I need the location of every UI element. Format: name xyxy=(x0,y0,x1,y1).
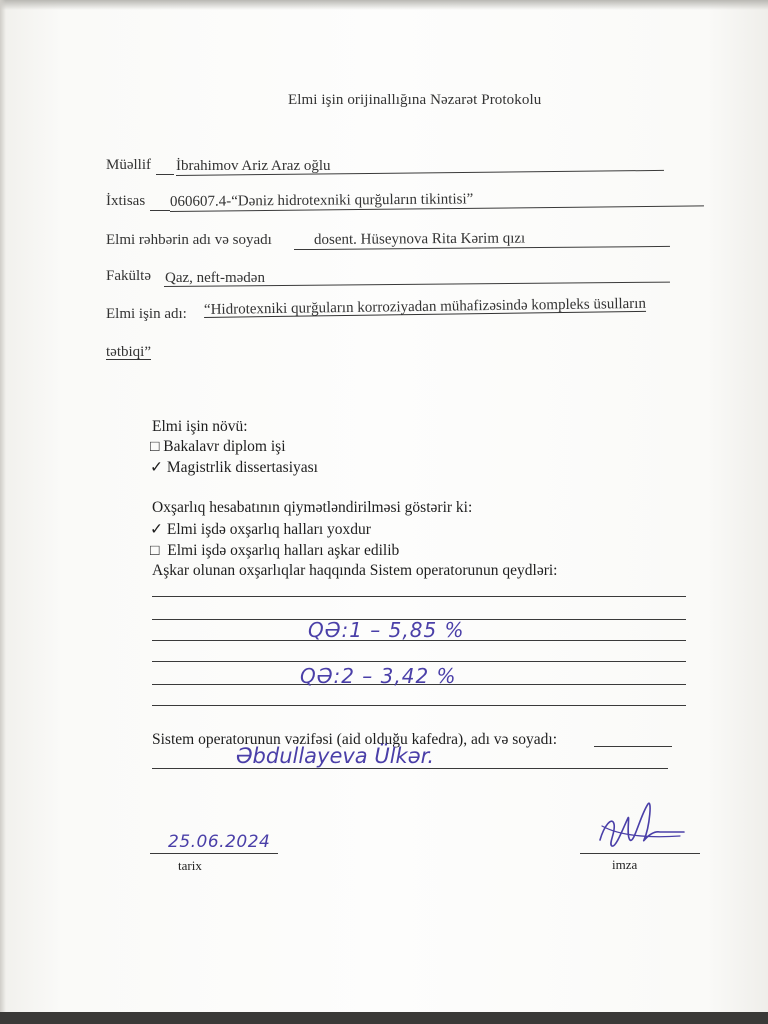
similarity-option-label: Elmi işdə oxşarlıq halları aşkar edilib xyxy=(167,542,400,559)
checkbox-empty-icon: □ xyxy=(150,542,160,559)
similarity-option-label: Elmi işdə oxşarlıq halları yoxdur xyxy=(166,521,371,538)
signature-image xyxy=(590,796,690,856)
similarity-heading: Oxşarlıq hesabatının qiymətləndirilməsi göstərir ki: xyxy=(152,499,473,516)
work-title-line2: tətbiqi” xyxy=(106,344,151,360)
document-title: Elmi işin orijinallığına Nəzarət Protokolu xyxy=(288,92,542,108)
left-shadow xyxy=(0,0,6,1024)
work-title-line1: “Hidrotexniki qurğuların korroziyadan mühafizəsində kompleks üsulların xyxy=(203,295,647,318)
specialty-value: 060607.4-“Dəniz hidrotexniki qurğuların tikintisi” xyxy=(169,191,474,210)
faculty-label: Fakültə xyxy=(106,268,151,284)
supervisor-value: dosent. Hüseynova Rita Kərim qızı xyxy=(313,230,526,248)
date-rule xyxy=(150,853,278,854)
work-type-option-label: Magistrlik dissertasiyası xyxy=(166,459,318,476)
handwritten-note-1: QƏ:1 – 5,85 % xyxy=(308,618,465,642)
specialty-label: İxtisas xyxy=(106,193,146,209)
bottom-edge xyxy=(0,1012,768,1024)
handwritten-operator-name: Əbdullayeva Ülkər. xyxy=(236,744,435,768)
author-value: İbrahimov Ariz Araz oğlu xyxy=(176,158,331,174)
work-type-option-label: Bakalavr diplom işi xyxy=(163,438,286,455)
notes-rule-1 xyxy=(152,596,686,597)
similarity-option-found xyxy=(150,542,399,560)
work-type-option-master xyxy=(150,458,318,477)
notes-rule-6 xyxy=(152,705,686,706)
work-type-heading: Elmi işin növü: xyxy=(152,418,248,435)
notes-heading: Aşkar olunan oxşarlıqlar haqqında Sistem operatorunun qeydləri: xyxy=(152,562,558,579)
signature-label: imza xyxy=(612,857,638,872)
operator-label: Sistem operatorunun vəzifəsi (aid olduğu kafedra), adı və soyadı: xyxy=(152,731,558,748)
notes-rule-4 xyxy=(152,661,686,662)
supervisor-label: Elmi rəhbərin adı və soyadı xyxy=(106,232,272,248)
checkmark-icon: ✓ xyxy=(150,521,163,538)
supervisor-rule-lead xyxy=(294,249,314,250)
work-title-label: Elmi işin adı: xyxy=(106,306,187,322)
operator-rule-tail xyxy=(594,746,672,747)
faculty-value: Qaz, neft-mədən xyxy=(165,270,265,286)
specialty-rule-lead xyxy=(150,210,170,211)
operator-rule xyxy=(152,768,668,769)
author-label: Müəllif xyxy=(106,157,151,173)
signature-rule xyxy=(580,853,700,854)
date-label: tarix xyxy=(178,858,202,873)
checkbox-empty-icon: □ xyxy=(150,438,160,455)
work-type-option-bachelor xyxy=(150,438,286,456)
handwritten-note-2: QƏ:2 – 3,42 % xyxy=(300,664,457,688)
top-shadow xyxy=(0,0,768,10)
checkmark-icon: ✓ xyxy=(150,459,163,476)
similarity-option-none xyxy=(150,520,371,539)
handwritten-date: 25.06.2024 xyxy=(168,832,271,852)
author-rule-lead xyxy=(156,174,174,175)
